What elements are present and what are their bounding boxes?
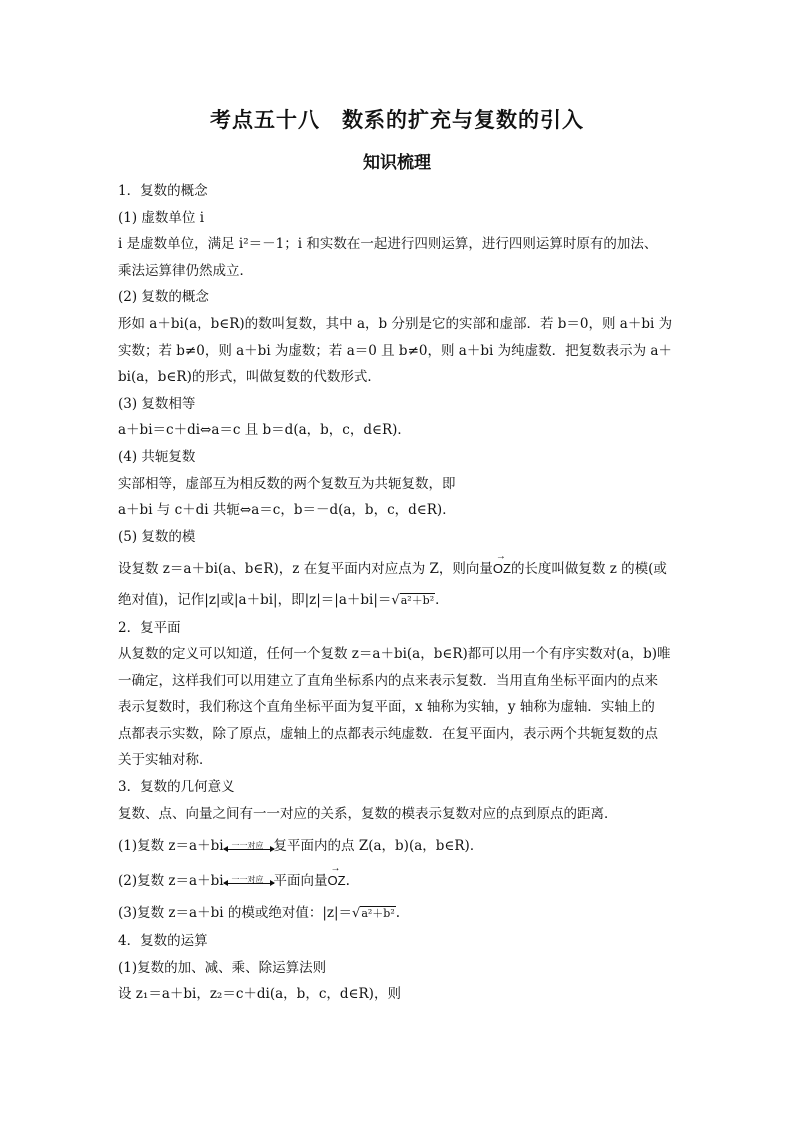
heading-operations: 4．复数的运算: [118, 933, 208, 950]
sqrt-symbol: √a²＋b²: [352, 906, 395, 922]
paragraph-line: 乘法运算律仍然成立．: [118, 262, 253, 279]
modulus-line-2: [118, 587, 680, 615]
paragraph-line: i 是虚数单位，满足 i²＝－1；i 和实数在一起进行四则运算，进行四则运算时原有的加法、: [118, 236, 658, 253]
formula-line: a＋bi 与 c＋di 共轭⇔a＝c，b＝－d(a，b，c，d∈R)．: [118, 502, 456, 519]
paragraph-line: 从复数的定义可以知道，任何一个复数 z＝a＋bi(a，b∈R)都可以用一个有序实数对(a，b)唯: [118, 646, 671, 663]
bidirectional-arrow: [224, 874, 274, 888]
vector-oz: → OZ: [493, 556, 511, 583]
geometric-text: (2)复数 z＝a＋bi: [118, 872, 224, 889]
sub-heading-complex-concept: (2) 复数的概念: [118, 289, 209, 306]
sqrt-symbol: √a²＋b²: [391, 592, 435, 608]
paragraph-line: 一确定，这样我们可以用建立了直角坐标系内的点来表示复数．当用直角坐标平面内的点来: [118, 672, 658, 689]
arrow-label: 一一对应: [231, 875, 264, 885]
geometric-item-1: [118, 833, 680, 860]
radicand: a²＋b²: [400, 593, 435, 607]
arrow-label: 一一对应: [231, 840, 264, 850]
sub-heading-equality: (3) 复数相等: [118, 395, 196, 412]
modulus-line-1: [118, 556, 680, 583]
geometric-text: 复平面内的点 Z(a，b)(a，b∈R)．: [273, 838, 484, 855]
document-body: [118, 178, 680, 1008]
heading-geometric-meaning: 3．复数的几何意义: [118, 779, 235, 796]
modulus-text: 的长度叫做复数 z 的模(或: [510, 561, 667, 578]
paragraph-line: bi(a，b∈R)的形式，叫做复数的代数形式．: [118, 369, 381, 386]
sub-heading-modulus: (5) 复数的模: [118, 528, 196, 545]
geometric-text: .: [345, 872, 350, 889]
arrow-shaft: [224, 849, 274, 850]
bidirectional-arrow: [224, 840, 274, 854]
modulus-text: 绝对值)，记作|z|或|a＋bi|，即|z|＝|a＋bi|＝: [118, 591, 392, 608]
geometric-text: 平面向量: [273, 872, 328, 889]
geometric-item-2: [118, 868, 680, 895]
modulus-text: 设复数 z＝a＋bi(a、b∈R)，z 在复平面内对应点为 Z，则向量: [118, 561, 493, 578]
heading-complex-concept: 1．复数的概念: [118, 183, 208, 199]
arrow-shaft: [224, 883, 274, 884]
paragraph-line: 形如 a＋bi(a，b∈R)的数叫复数，其中 a，b 分别是它的实部和虚部．若 b＝0，则 a＋bi 为: [118, 315, 673, 332]
geometric-text: .: [395, 905, 401, 922]
sub-heading-arithmetic: (1)复数的加、减、乘、除运算法则: [118, 959, 327, 976]
sub-heading-imaginary-unit: (1) 虚数单位 i: [118, 209, 205, 226]
geometric-text: (1)复数 z＝a＋bi: [118, 838, 224, 855]
paragraph-line: 复数、点、向量之间有一一对应的关系，复数的模表示复数对应的点到原点的距离．: [118, 805, 618, 822]
geometric-text: (3)复数 z＝a＋bi 的模或绝对值：|z|＝: [118, 905, 353, 922]
radicand: a²＋b²: [361, 907, 395, 921]
section-subtitle: 知识梳理: [363, 153, 431, 173]
formula-line: 设 z₁＝a＋bi，z₂＝c＋di(a，b，c，d∈R)，则: [118, 986, 401, 1003]
paragraph-line: 实数；若 b≠0，则 a＋bi 为虚数；若 a＝0 且 b≠0，则 a＋bi 为纯虚数．把复数表示为 a＋: [118, 342, 672, 359]
heading-complex-plane: 2．复平面: [118, 619, 181, 636]
paragraph-line: 实部相等，虚部互为相反数的两个复数互为共轭复数，即: [118, 475, 456, 492]
paragraph-line: 关于实轴对称．: [118, 752, 213, 769]
page-title: 考点五十八 数系的扩充与复数的引入: [210, 107, 584, 132]
vector-oz: → OZ: [328, 868, 346, 895]
sub-heading-conjugate: (4) 共轭复数: [118, 448, 196, 465]
modulus-text: ．: [435, 591, 449, 608]
paragraph-line: 点都表示实数，除了原点，虚轴上的点都表示纯虚数．在复平面内，表示两个共轭复数的点: [118, 725, 658, 742]
geometric-item-3: [118, 900, 680, 928]
paragraph-line: 表示复数时，我们称这个直角坐标平面为复平面，x 轴称为实轴，y 轴称为虚轴．实轴上的: [118, 699, 655, 716]
formula-line: a＋bi＝c＋di⇔a＝c 且 b＝d(a，b，c，d∈R)．: [118, 422, 411, 439]
